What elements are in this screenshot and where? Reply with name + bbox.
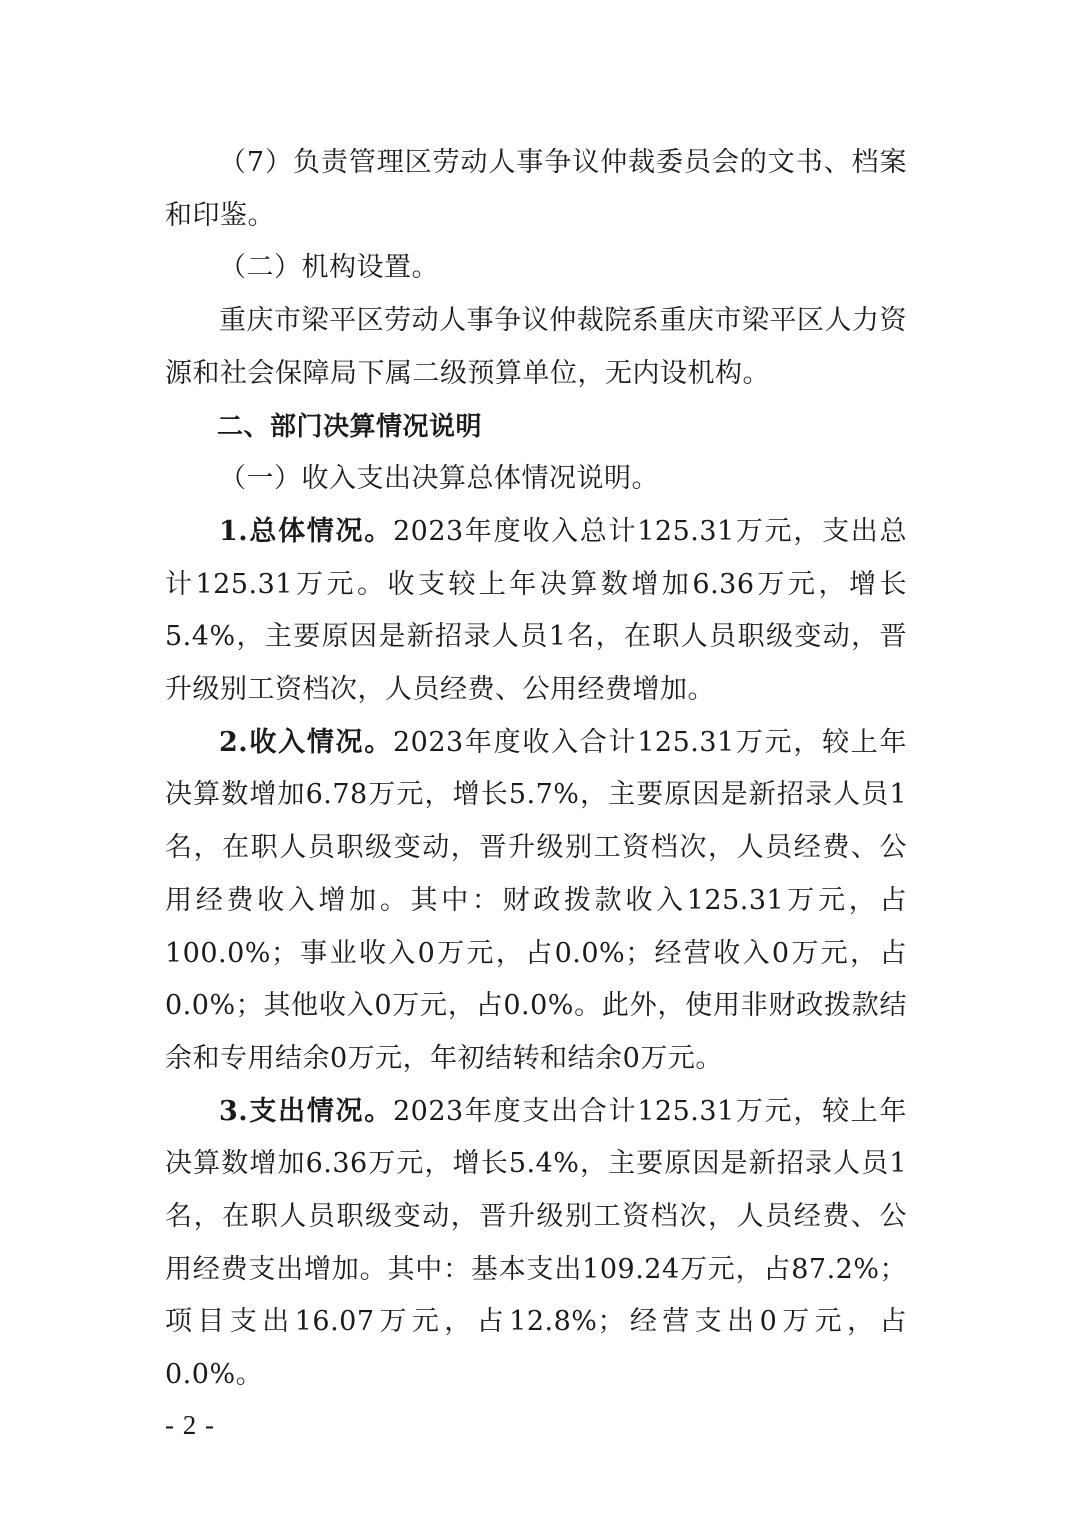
document-body [165,137,907,1402]
paragraph-org-heading [165,242,907,295]
paragraph-expenditure [165,1086,907,1402]
paragraph-lead: 1.总体情况。 [219,515,393,547]
paragraph-text: （一）收入支出决算总体情况说明。 [219,463,659,495]
paragraph-text: 二、部门决算情况说明 [217,411,483,442]
paragraph-text: （7）负责管理区劳动人事争议仲裁委员会的文书、档案和印鉴。 [165,147,907,231]
paragraph-lead: 3.支出情况。 [219,1095,393,1127]
paragraph-summary-heading [165,453,907,506]
paragraph-text: 2023年度支出合计125.31万元，较上年决算数增加6.36万元，增长5.4%，主要原因是新招录人员1名，在职人员职级变动，晋升级别工资档次，人员经费、公用经费支出增加。其中：基本支出109.24万元，占87.2%；项目支出16.07万元，占12.8%；经营支出0万元，占0.0%。 [165,1095,908,1391]
paragraph-income [165,717,907,1086]
paragraph-text: 2023年度收入总计125.31万元，支出总计125.31万元。收支较上年决算数增加6.36万元，增长5.4%，主要原因是新招录人员1名，在职人员职级变动，晋升级别工资档次，人员经费、公用经费增加。 [165,515,908,706]
paragraph-lead: 2.收入情况。 [219,726,393,758]
paragraph-text: 重庆市梁平区劳动人事争议仲裁院系重庆市梁平区人力资源和社会保障局下属二级预算单位，无内设机构。 [165,305,907,389]
paragraph-text: （二）机构设置。 [219,252,439,284]
paragraph-overall [165,506,907,717]
paragraph-text: 2023年度收入合计125.31万元，较上年决算数增加6.78万元，增长5.7%，主要原因是新招录人员1名，在职人员职级变动，晋升级别工资档次，人员经费、公用经费收入增加。其中：财政拨款收入125.31万元，占100.0%；事业收入0万元，占0.0%；经营收入0万元，占0.0%；其他收入0万元，占0.0%。此外，使用非财政拨款结余和专用结余0万元，年初结转和结余0万元。 [165,726,908,1074]
paragraph-duty-7 [165,137,907,242]
paragraph-org-desc [165,295,907,400]
section-heading-final-accounts [165,401,907,454]
page-number: - 2 - [165,1410,215,1440]
